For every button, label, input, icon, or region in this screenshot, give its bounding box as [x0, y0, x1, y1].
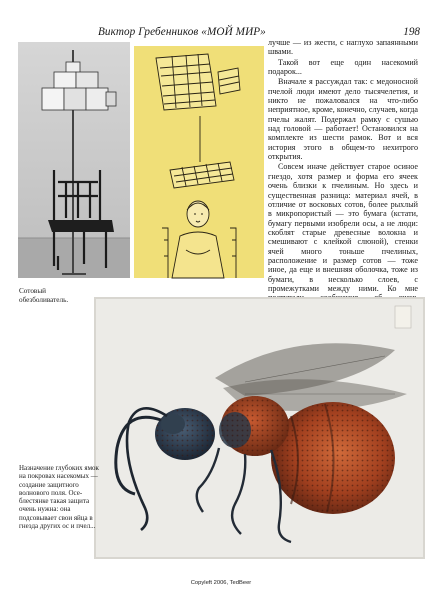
paragraph-3: Вначале я рассуждал так: с медоносной пчелой люди имеют дело тысячелетия, и никто не пожаловался на что-либо неприятное, кроме, конечно, случаев, когда пчелы жалят. Подержал рамку с сушью над головой — работает! Остановился на комплекте из шести рамок. Вот и вся история этого в общем-то нехитрого открытия.	[268, 77, 418, 162]
page-header	[0, 0, 442, 40]
book-title: Виктор Гребенников «МОЙ МИР»	[98, 26, 266, 38]
paragraph-2: Такой вот еще один насекомий подарок...	[268, 57, 418, 77]
paragraph-1: лучше — из жести, с наглухо запаянными швами.	[268, 38, 418, 57]
article-text-column	[268, 38, 418, 293]
caption-honeycomb-device: Сотовый обезболиватель.	[19, 287, 69, 304]
page-number: 198	[403, 26, 420, 38]
sitting-woman-drawing	[134, 46, 264, 278]
copyright-footer: Copyleft 2006, TedBeer	[190, 580, 252, 586]
cuckoo-wasp-illustration	[95, 298, 424, 558]
sitting-woman-illustration	[134, 46, 264, 278]
caption-wasp: Назначение глубоких ямок на покровах насекомых — создание защитного волнового поля. Осе-блестянке такая защита очень нужна: она подсовывает свои яйца в гнезда других ос и пчел...	[19, 464, 99, 531]
honeycomb-device-photo	[18, 42, 130, 278]
honeycomb-device-illustration	[18, 42, 130, 278]
cuckoo-wasp-photo	[95, 298, 424, 558]
paragraph-4: Совсем иначе действует старое осиное гнездо, хотя размер и форма его ячеек очень близки к пчелиным. Но здесь и существенная разница: материал ячей, в отличие от восковых сотов, более рыхлый в микропористый — это бумага (кстати, бумагу первыми изобрели осы, а не люди: скоблят старые древесные волокна и смешивают с клейкой слюной), стенки ячей много тоньше пчелиных, расположение и размер сотов — тоже иное, да еще и внешняя оболочка, тоже из бумаги, в несколько слоев, с промежутками между ними. Ко мне	[268, 162, 418, 293]
